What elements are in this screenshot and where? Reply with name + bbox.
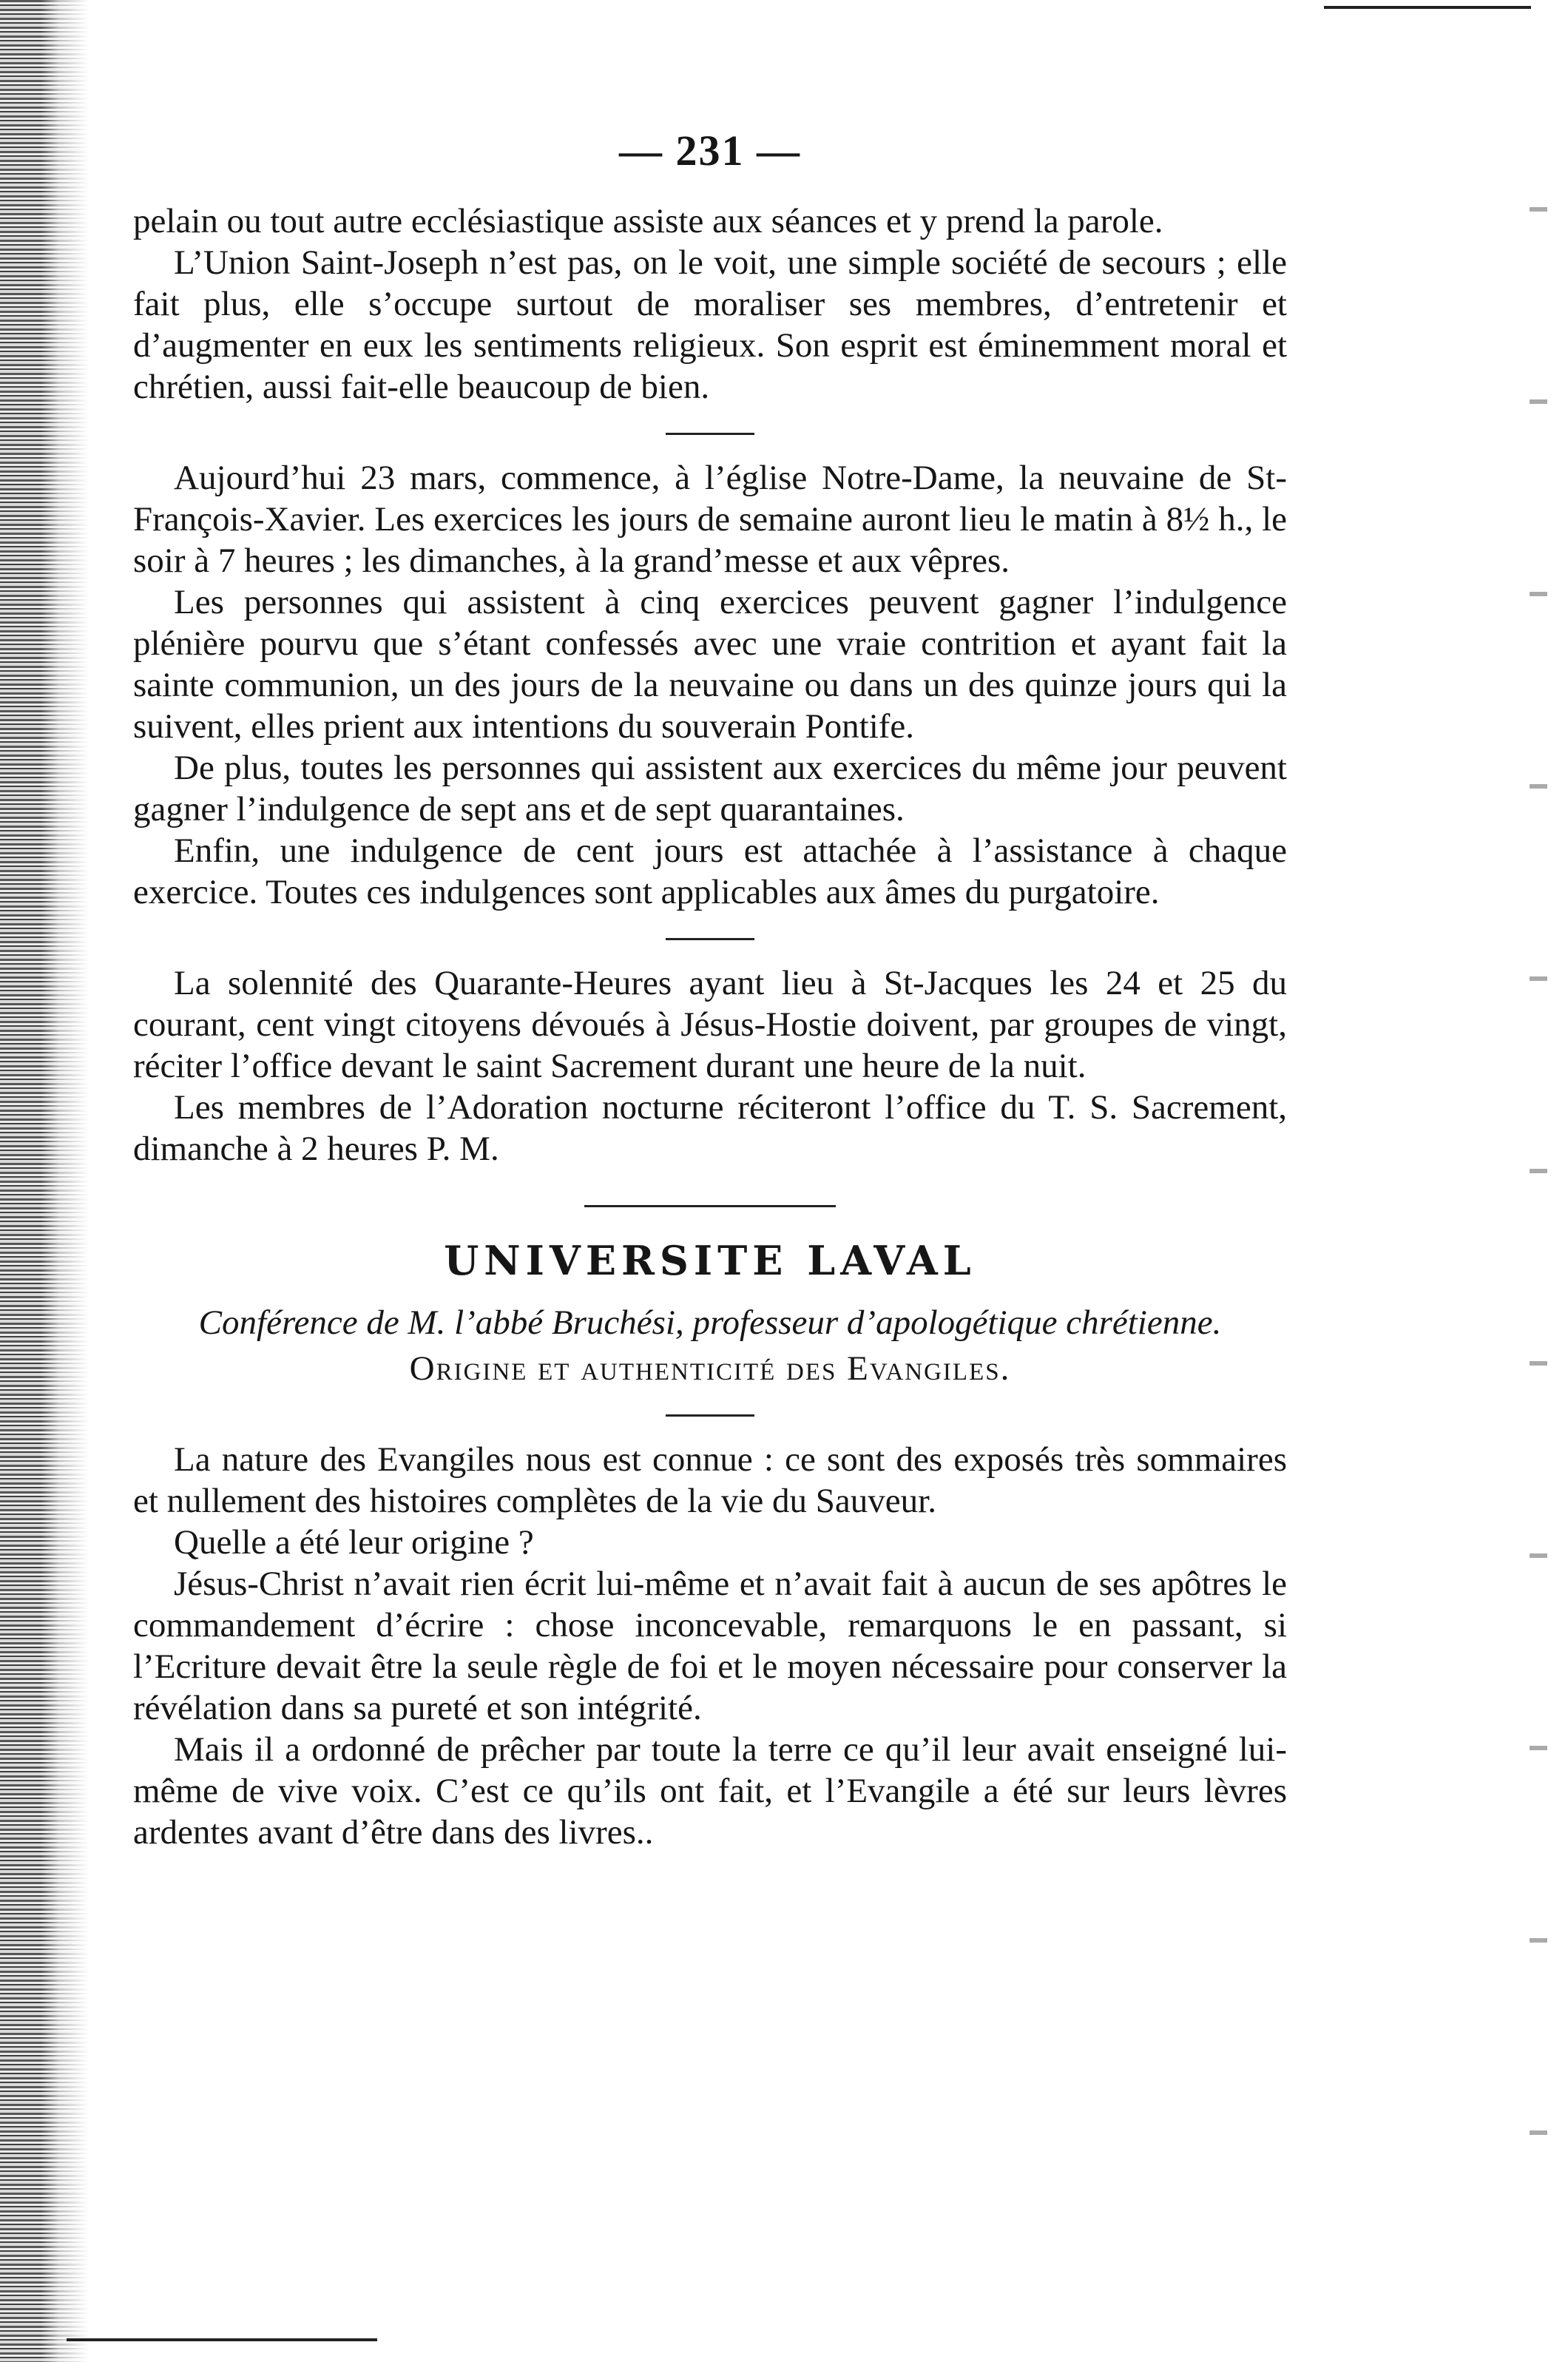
margin-specks — [1530, 104, 1547, 2249]
section-neuvaine — [133, 457, 1287, 913]
section-divider — [666, 938, 754, 940]
paragraph: La solennité des Quarante-Heures ayant lieu à St-Jacques les 24 et 25 du courant, cent vingt citoyens dévoués à Jésus-Hostie doivent, par groupes de vingt, réciter l’office devant le saint Sacrement durant une heure de la nuit. — [133, 964, 1287, 1085]
page-body — [133, 126, 1287, 1853]
section-quarante-heures — [133, 962, 1287, 1170]
paragraph: Jésus-Christ n’avait rien écrit lui-même et n’avait fait à aucun de ses apôtres le commandement d’écrire : chose inconcevable, remarquons le en passant, si l’Ecriture devait être la seule règle de foi et le moyen nécessaire pour conserver la révélation dans sa pureté et son intégrité. — [133, 1565, 1287, 1727]
paragraph: Mais il a ordonné de prêcher par toute la terre ce qu’il leur avait enseigné lui-même de vive voix. C’est ce qu’ils ont fait, et l’Evangile a été sur leurs lèvres ardentes avant d’être dans des livres.. — [133, 1730, 1287, 1852]
paragraph: L’Union Saint-Joseph n’est pas, on le voit, une simple société de secours ; elle fait plus, elle s’occupe surtout de moraliser ses membres, d’entretenir et d’augmenter en eux les sentiments religieux. Son esprit est éminemment moral et chrétien, aussi fait-elle beaucoup de bien. — [133, 243, 1287, 406]
page-number: — 231 — — [619, 126, 801, 175]
paragraph: Les membres de l’Adoration nocturne réciteront l’office du T. S. Sacrement, dimanche à 2 heures P. M. — [133, 1088, 1287, 1168]
section-divider-long — [584, 1205, 836, 1207]
paragraph: La nature des Evangiles nous est connue : ce sont des exposés très sommaires et nullement des histoires complètes de la vie du Sauveur. — [133, 1440, 1287, 1520]
section-universite-laval — [133, 1237, 1287, 1853]
section-heading: UNIVERSITE LAVAL — [444, 1237, 976, 1284]
section-union-saint-joseph — [133, 200, 1287, 408]
paragraph: Les personnes qui assistent à cinq exercices peuvent gagner l’indulgence plénière pourvu que s’étant confessés avec une vraie contrition et ayant fait la sainte communion, un des jours de la neuvaine ou dans un des quinze jours qui la suivent, elles prient aux intentions du souverain Pontife. — [133, 583, 1287, 746]
page-binding-edge — [0, 0, 89, 2362]
paragraph: Enfin, une indulgence de cent jours est attachée à l’assistance à chaque exercice. Toutes ces indulgences sont applicables aux âmes du purgatoire. — [133, 831, 1287, 911]
conference-topic: Origine et authenticité des Evangiles. — [409, 1349, 1011, 1388]
paragraph: pelain ou tout autre ecclésiastique assiste aux séances et y prend la parole. — [133, 202, 1163, 240]
paragraph: De plus, toutes les personnes qui assistent aux exercices du même jour peuvent gagner l’indulgence de sept ans et de sept quarantaines. — [133, 749, 1287, 829]
section-divider — [666, 433, 754, 435]
paragraph: Aujourd’hui 23 mars, commence, à l’église Notre-Dame, la neuvaine de St-François-Xavier. Les exercices les jours de semaine auront lieu le matin à 8½ h., le soir à 7 heures ; les dimanches, à la grand’messe et aux vêpres. — [133, 459, 1287, 580]
conference-subtitle: Conférence de M. l’abbé Bruchési, professeur d’apologétique chrétienne. — [198, 1303, 1222, 1342]
paragraph: Quelle a été leur origine ? — [174, 1523, 534, 1562]
top-edge-rule — [1324, 6, 1531, 9]
bottom-edge-rule — [67, 2338, 377, 2341]
section-divider — [666, 1414, 754, 1417]
